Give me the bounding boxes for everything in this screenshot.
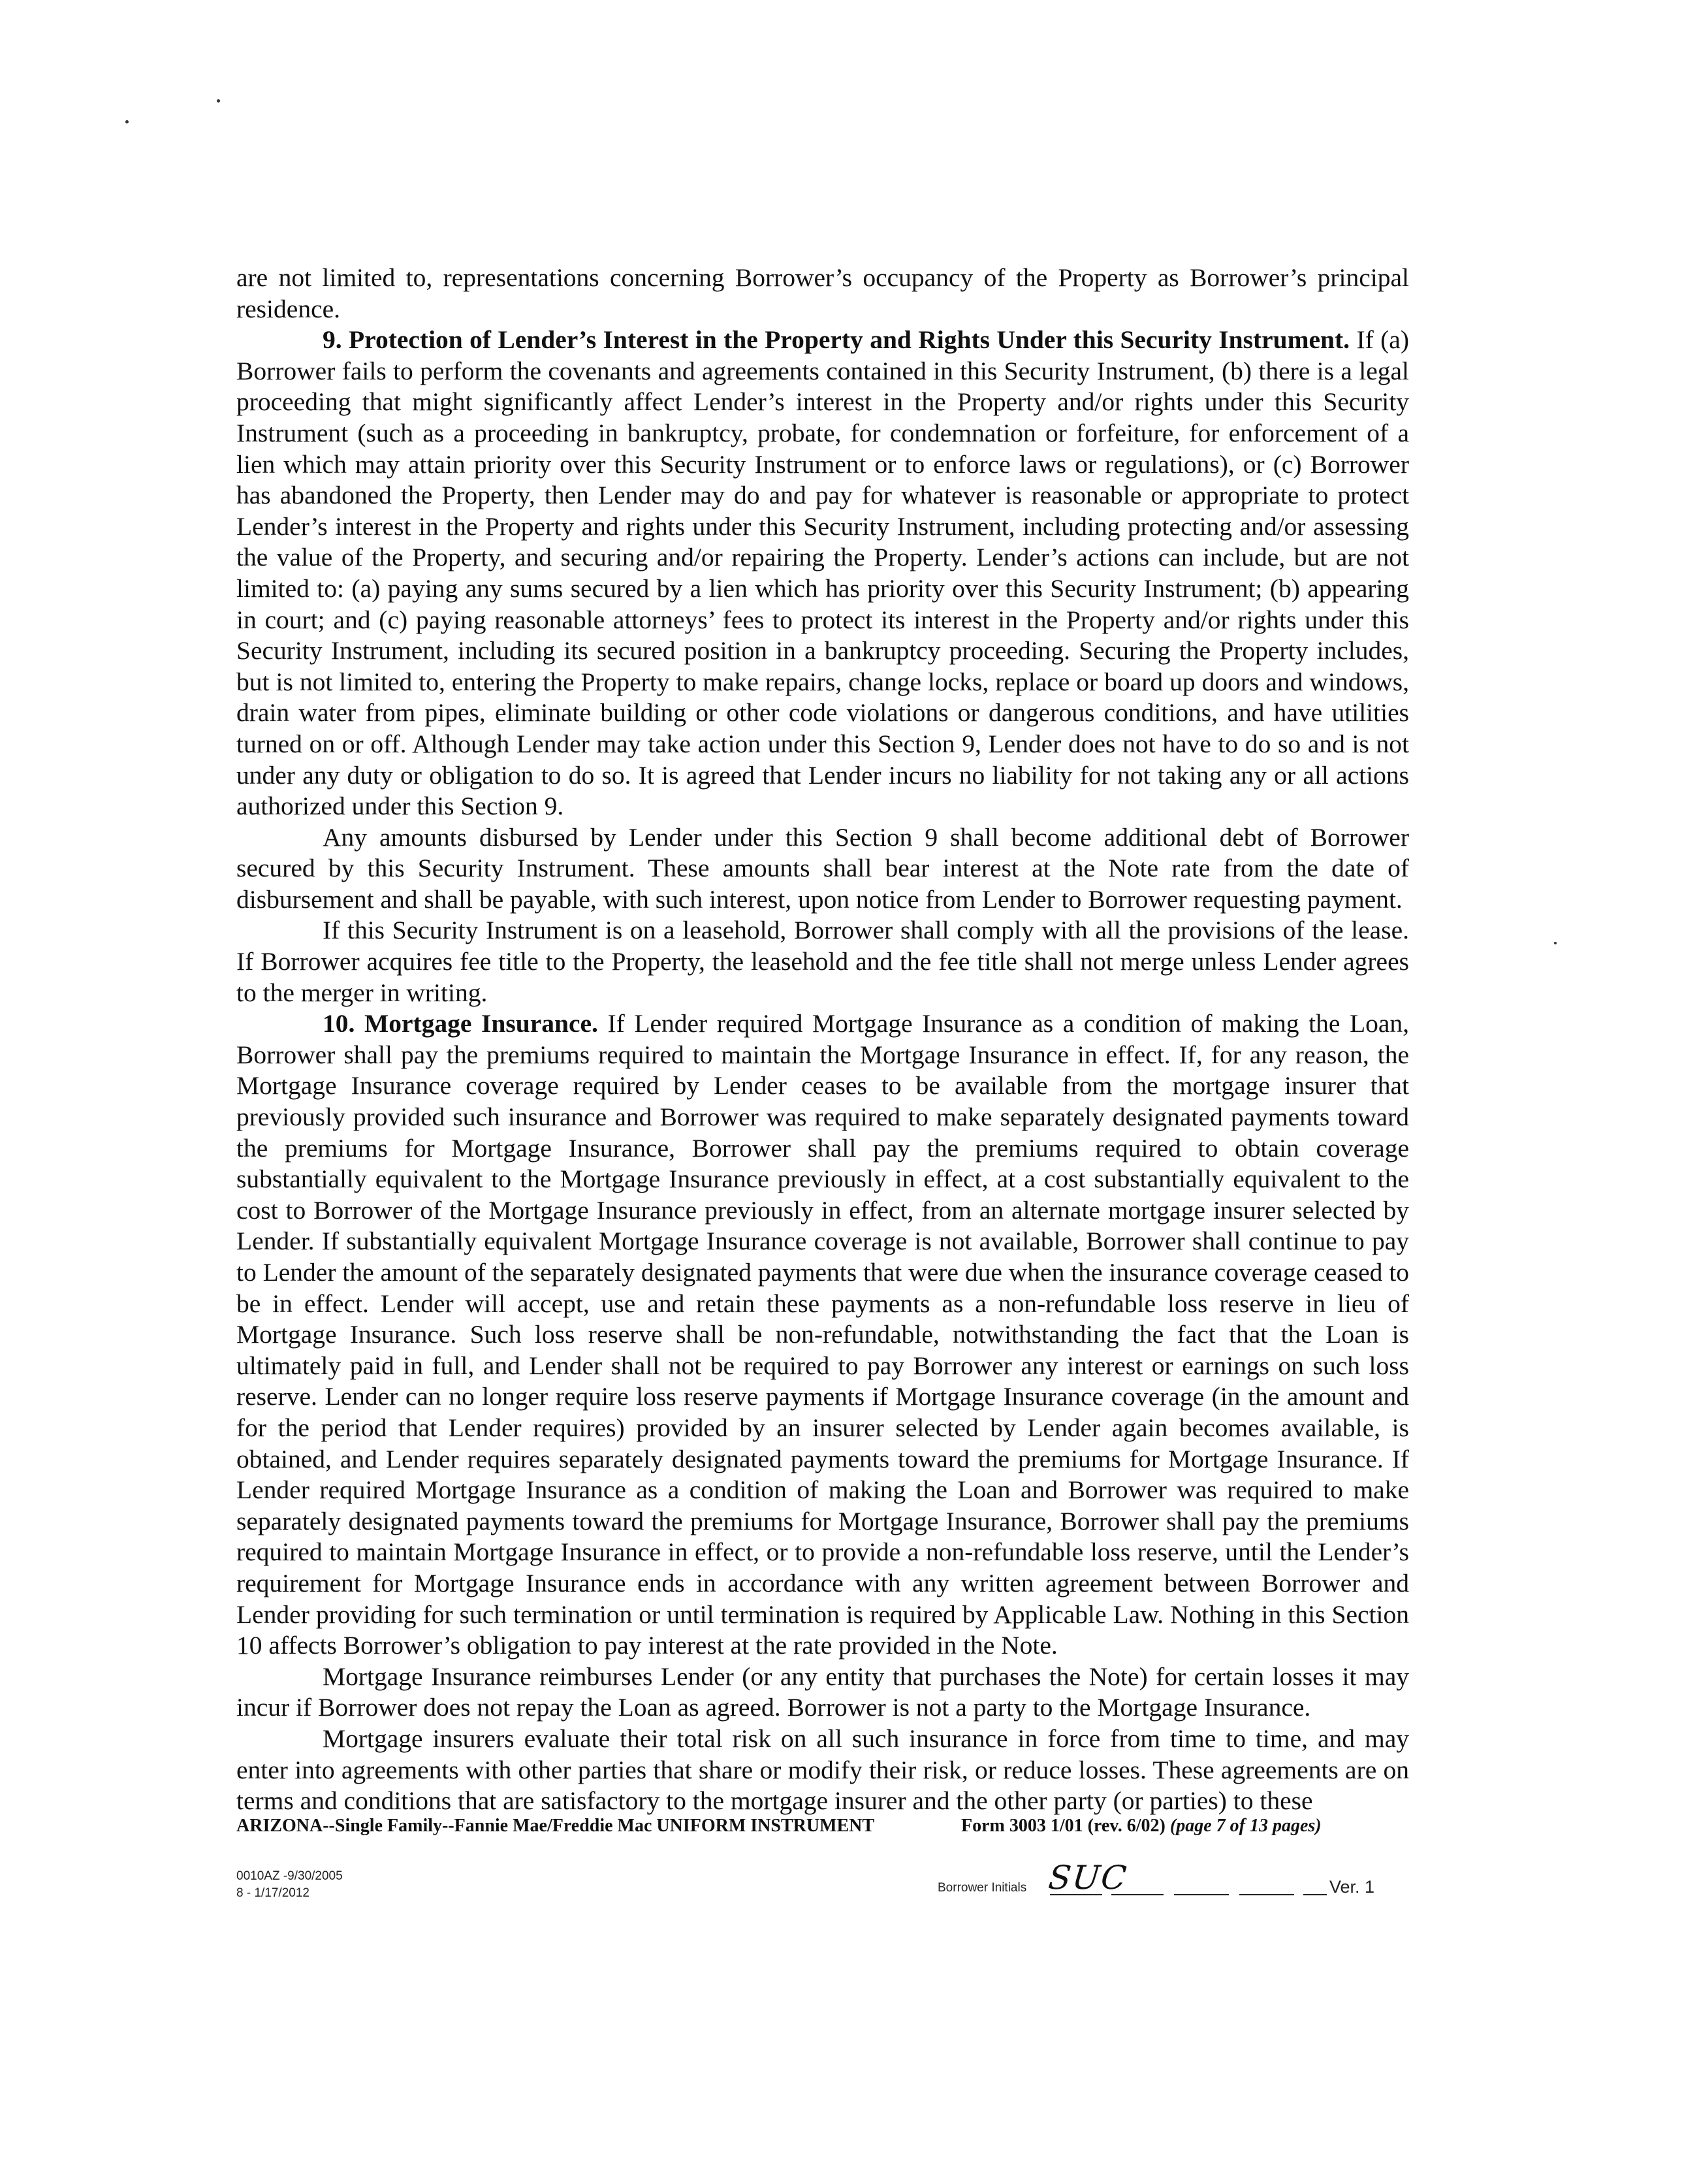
footer-form: Form 3003 1/01 (rev. 6/02) bbox=[961, 1816, 1166, 1836]
initials-blank bbox=[1303, 1894, 1327, 1895]
paragraph-leasehold: If this Security Instrument is on a leasehold, Borrower shall comply with all the provisions of the lease. If Borrower acquires fee title to the Property, the leasehold and the fee title shall not merge unless Lender agrees to the merger in writing. bbox=[236, 916, 1409, 1007]
scan-speck bbox=[1554, 942, 1557, 944]
section-10 bbox=[236, 1008, 1409, 1661]
footer-doc-date: 8 - 1/17/2012 bbox=[236, 1886, 309, 1900]
scan-speck bbox=[125, 120, 129, 123]
footer-form-id bbox=[961, 1816, 1322, 1837]
footer-instrument-line bbox=[236, 1816, 1409, 1837]
initials-blank bbox=[1239, 1894, 1294, 1895]
footer-version: Ver. 1 bbox=[1329, 1877, 1375, 1897]
initials-label: Borrower Initials bbox=[938, 1881, 1027, 1895]
footer-instrument: ARIZONA--Single Family--Fannie Mae/Freddie Mac UNIFORM INSTRUMENT bbox=[236, 1816, 875, 1836]
footer-page: (page 7 of 13 pages) bbox=[1169, 1816, 1322, 1836]
initials-blank bbox=[1174, 1894, 1229, 1895]
scan-speck bbox=[217, 99, 220, 103]
borrower-initials-row bbox=[938, 1859, 1434, 1902]
paragraph-amounts-disbursed: Any amounts disbursed by Lender under this Section 9 shall become additional debt of Borrower secured by this Security Instrument. These amounts shall bear interest at the Note rate from the date of disbursement and shall be payable, with such interest, upon notice from Lender to Borrower requesting payment. bbox=[236, 822, 1409, 914]
borrower-initials-signature: SUC bbox=[1046, 1859, 1130, 1897]
paragraph-mi-reimburses: Mortgage Insurance reimburses Lender (or any entity that purchases the Note) for certain losses it may incur if Borrower does not repay the Loan as agreed. Borrower is not a party to the Mortgage Insurance. bbox=[236, 1662, 1409, 1722]
section-9-heading: 9. Protection of Lender’s Interest in the Property and Rights Under this Security Instrument. bbox=[323, 325, 1350, 355]
section-9-text: If (a) Borrower fails to perform the covenants and agreements contained in this Security Instrument, (b) there is a legal proceeding that might significantly affect Lender’s interest in the Property and/or rights under this Security Instrument (such as a proceeding in bankruptcy, probate, for condemnation or forfeiture, for enforcement of a lien which may attain priority over this Security Instrument or to enforce laws or regulations), or (c) Borrower has abandoned the Property, then Lender may do and pay for whatever is reasonable or appropriate to protect Lender’s interest in the Property and rights under this Security Instrument, including protecting and/or assessing the value of the Property, and securing and/or repairing the Property. Lender’s actions can include, but are not limited to: (a) paying any sums secured by a lien which has priority over this Security Instrument; (b) appearing in court; and (c) paying reasonable attorneys’ fees to protect its interest in the Property and/or rights under this Security Instrument, including its secured position in a bankruptcy proceeding. Securing the Property includes, but is not limited to, entering the Property to make repairs, change locks, replace or board up doors and windows, drain water from pipes, eliminate building or other code violations or dangerous conditions, and have utilities turned on or off. Although Lender may take action under this Section 9, Lender does not have to do so and is not under any duty or obligation to do so. It is agreed that Lender incurs no liability for not taking any or all actions authorized under this Section 9. bbox=[236, 325, 1409, 821]
document-body bbox=[236, 263, 1409, 1817]
footer-doc-code: 0010AZ -9/30/2005 bbox=[236, 1869, 343, 1883]
section-10-heading: 10. Mortgage Insurance. bbox=[323, 1009, 598, 1038]
section-10-text: If Lender required Mortgage Insurance as a condition of making the Loan, Borrower shall pay the premiums required to maintain the Mortgage Insurance in effect. If, for any reason, the Mortgage Insurance coverage required by Lender ceases to be available from the mortgage insurer that previously provided such insurance and Borrower was required to make separately designated payments toward the premiums for Mortgage Insurance, Borrower shall pay the premiums required to obtain coverage substantially equivalent to the Mortgage Insurance previously in effect, at a cost substantially equivalent to the cost to Borrower of the Mortgage Insurance previously in effect, from an alternate mortgage insurer selected by Lender. If substantially equivalent Mortgage Insurance coverage is not available, Borrower shall continue to pay to Lender the amount of the separately designated payments that were due when the insurance coverage ceased to be in effect. Lender will accept, use and retain these payments as a non-refundable loss reserve in lieu of Mortgage Insurance. Such loss reserve shall be non-refundable, notwithstanding the fact that the Loan is ultimately paid in full, and Lender shall not be required to pay Borrower any interest or earnings on such loss reserve. Lender can no longer require loss reserve payments if Mortgage Insurance coverage (in the amount and for the period that Lender requires) provided by an insurer selected by Lender again becomes available, is obtained, and Lender requires separately designated payments toward the premiums for Mortgage Insurance. If Lender required Mortgage Insurance as a condition of making the Loan and Borrower was required to make separately designated payments toward the premiums for Mortgage Insurance, Borrower shall pay the premiums required to maintain Mortgage Insurance in effect, or to provide a non-refundable loss reserve, until the Lender’s requirement for Mortgage Insurance ends in accordance with any written agreement between Borrower and Lender providing for such termination or until termination is required by Applicable Law. Nothing in this Section 10 affects Borrower’s obligation to pay interest at the rate provided in the Note. bbox=[236, 1009, 1409, 1660]
paragraph-mi-insurers: Mortgage insurers evaluate their total risk on all such insurance in force from time to time, and may enter into agreements with other parties that share or modify their risk, or reduce losses. These agreements are on terms and conditions that are satisfactory to the mortgage insurer and the other party (or parties) to these bbox=[236, 1724, 1409, 1816]
section-9 bbox=[236, 325, 1409, 822]
paragraph-residence: are not limited to, representations concerning Borrower’s occupancy of the Property as Borrower’s principal residence. bbox=[236, 263, 1409, 323]
